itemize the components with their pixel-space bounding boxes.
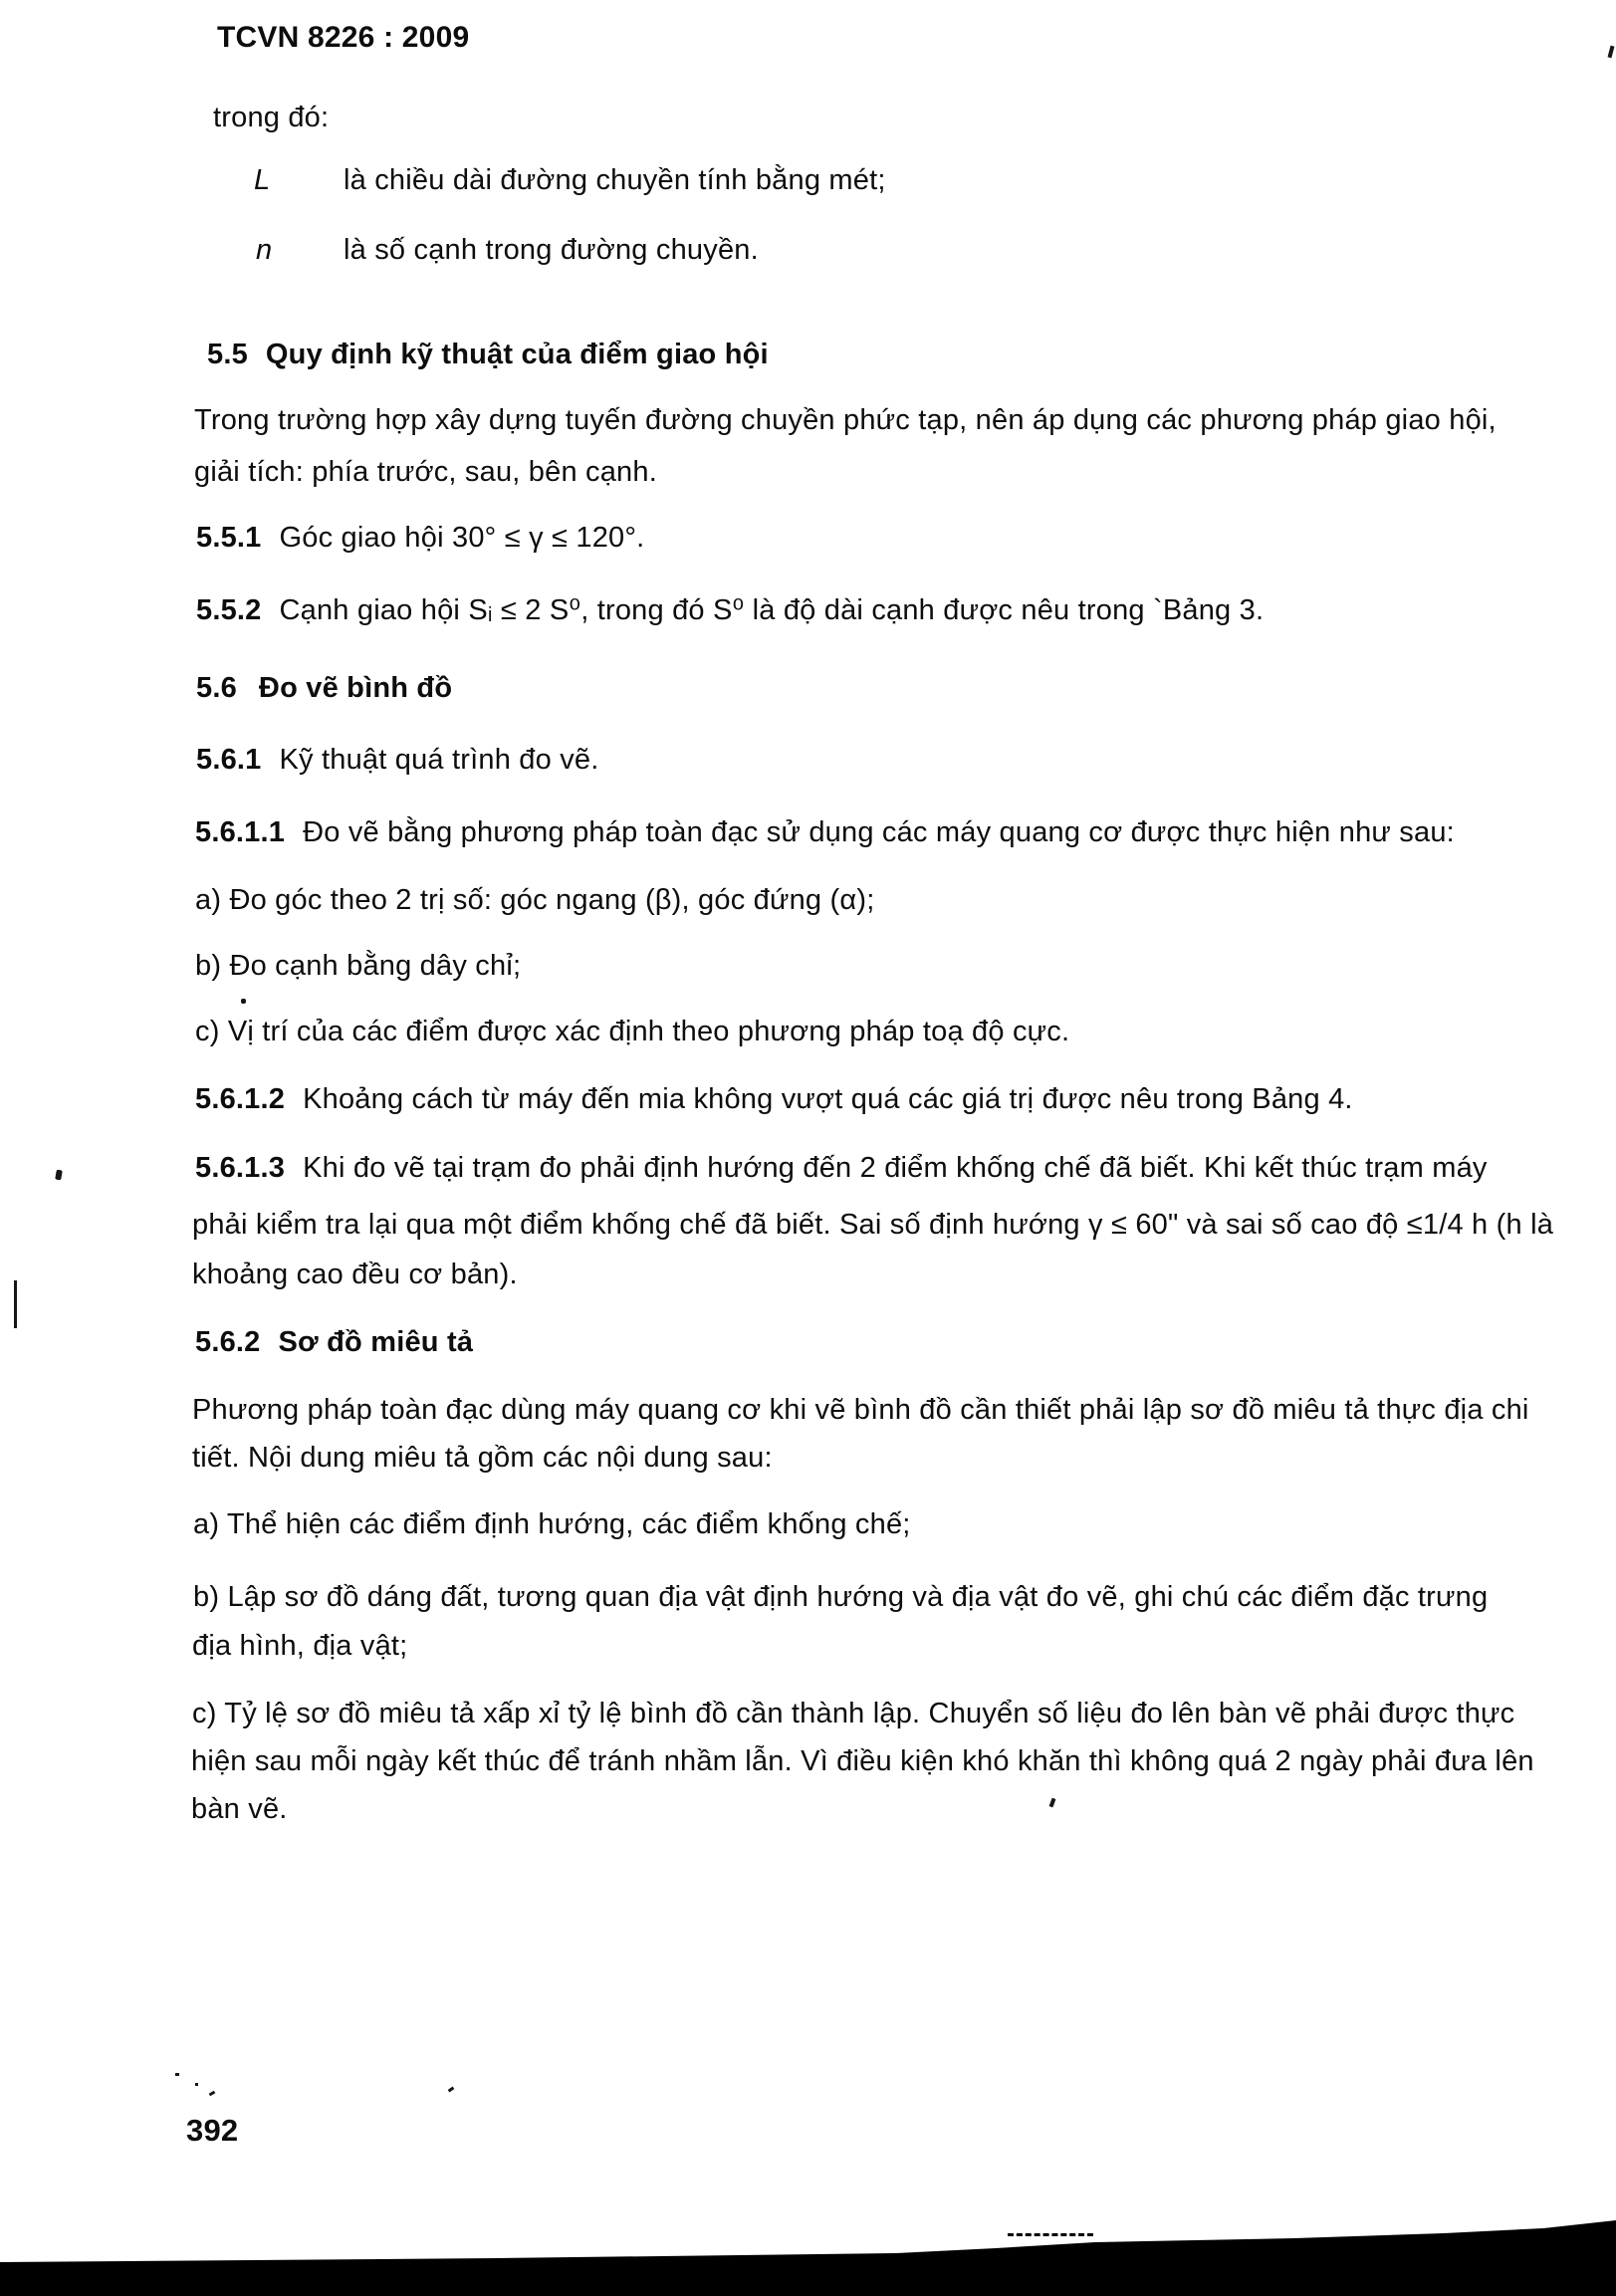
clause-5-6-1-3-number: 5.6.1.3 xyxy=(195,1152,286,1184)
definition-symbol-n: n xyxy=(256,234,273,266)
clause-5-6-1-3-line-3: khoảng cao đều cơ bản). xyxy=(192,1259,518,1290)
page-number: 392 xyxy=(186,2113,239,2148)
list-item-a: a) Đo góc theo 2 trị số: góc ngang (β), góc đứng (α); xyxy=(195,884,875,916)
clause-5-5-1-number: 5.5.1 xyxy=(196,522,262,554)
clause-5-6-1-2 xyxy=(195,1081,1353,1117)
para-5-5-line-1: Trong trường hợp xây dựng tuyến đường chuyền phức tạp, nên áp dụng các phương pháp giao hội, xyxy=(194,404,1497,436)
definition-text-n: là số cạnh trong đường chuyền. xyxy=(344,234,759,266)
para-5-6-2-line-2: tiết. Nội dung miêu tả gồm các nội dung sau: xyxy=(192,1442,773,1474)
desc-item-c-line-2: hiện sau mỗi ngày kết thúc để tránh nhầm lẫn. Vì điều kiện khó khăn thì không quá 2 ngày phải đưa lên xyxy=(191,1745,1534,1777)
scan-artifact-dashed-line xyxy=(1008,2233,1093,2236)
heading-5-6 xyxy=(196,670,452,706)
heading-5-6-2-number: 5.6.2 xyxy=(195,1326,261,1358)
scan-artifact-speck xyxy=(209,2091,216,2097)
clause-5-5-1-text: Góc giao hội 30° ≤ γ ≤ 120°. xyxy=(279,522,645,554)
definition-text-L: là chiều dài đường chuyền tính bằng mét; xyxy=(344,164,886,196)
para-5-5-line-2: giải tích: phía trước, sau, bên cạnh. xyxy=(194,456,657,488)
clause-5-6-1-number: 5.6.1 xyxy=(196,744,262,776)
definition-symbol-L: L xyxy=(254,164,271,196)
heading-5-5-number: 5.5 xyxy=(207,339,248,370)
clause-5-6-1-1 xyxy=(195,814,1455,850)
scan-artifact-speck xyxy=(195,2083,198,2086)
clause-5-5-2 xyxy=(196,592,1264,628)
clause-5-6-1-3-line-2: phải kiểm tra lại qua một điểm khống chế đã biết. Sai số định hướng γ ≤ 60" và sai số cao độ ≤1/4 h (h là xyxy=(192,1209,1554,1241)
clause-5-6-1-2-text: Khoảng cách từ máy đến mia không vượt quá các giá trị được nêu trong Bảng 4. xyxy=(303,1083,1353,1115)
clause-5-6-1-3-text: Khi đo vẽ tại trạm đo phải định hướng đến 2 điểm khống chế đã biết. Khi kết thúc trạm máy xyxy=(303,1152,1488,1184)
clause-5-5-2-text: Cạnh giao hội Sᵢ ≤ 2 S⁰, trong đó S⁰ là độ dài cạnh được nêu trong `Bảng 3. xyxy=(279,594,1265,626)
clause-5-5-1 xyxy=(196,520,644,556)
para-5-6-2-line-1: Phương pháp toàn đạc dùng máy quang cơ khi vẽ bình đồ cần thiết phải lập sơ đồ miêu tả thực địa chi xyxy=(192,1394,1529,1426)
scan-artifact-speck xyxy=(55,1170,63,1181)
heading-5-6-2 xyxy=(195,1324,473,1360)
scan-artifact-speck xyxy=(448,2087,455,2093)
scan-artifact-speck xyxy=(1608,46,1615,59)
list-item-c: c) Vị trí của các điểm được xác định theo phương pháp toạ độ cực. xyxy=(195,1016,1070,1047)
desc-item-a: a) Thể hiện các điểm định hướng, các điểm khống chế; xyxy=(193,1508,911,1540)
clause-5-6-1-text: Kỹ thuật quá trình đo vẽ. xyxy=(279,744,599,776)
scan-artifact-speck xyxy=(1049,1798,1056,1808)
clause-5-6-1-1-number: 5.6.1.1 xyxy=(195,816,286,848)
scan-artifact-speck xyxy=(241,999,246,1004)
heading-5-5 xyxy=(207,337,769,372)
clause-5-6-1 xyxy=(196,742,598,778)
scan-artifact-margin-bar xyxy=(14,1280,17,1328)
scan-bottom-black-band xyxy=(0,2210,1616,2296)
desc-item-b-line-2: địa hình, địa vật; xyxy=(192,1630,408,1662)
list-item-b: b) Đo cạnh bằng dây chỉ; xyxy=(195,950,522,982)
intro-label: trong đó: xyxy=(213,102,330,133)
heading-5-6-2-title: Sơ đồ miêu tả xyxy=(278,1326,474,1358)
clause-5-6-1-3-line-1 xyxy=(195,1150,1488,1186)
desc-item-c-line-3: bàn vẽ. xyxy=(191,1793,288,1825)
doc-header: TCVN 8226 : 2009 xyxy=(217,21,470,54)
heading-5-6-title: Đo vẽ bình đồ xyxy=(258,672,453,704)
clause-5-6-1-2-number: 5.6.1.2 xyxy=(195,1083,286,1115)
desc-item-c-line-1: c) Tỷ lệ sơ đồ miêu tả xấp xỉ tỷ lệ bình đồ cần thành lập. Chuyển số liệu đo lên bàn vẽ phải được thực xyxy=(192,1698,1515,1729)
heading-5-5-title: Quy định kỹ thuật của điểm giao hội xyxy=(265,339,769,370)
clause-5-6-1-1-text: Đo vẽ bằng phương pháp toàn đạc sử dụng các máy quang cơ được thực hiện như sau: xyxy=(303,816,1455,848)
desc-item-b-line-1: b) Lập sơ đồ dáng đất, tương quan địa vật định hướng và địa vật đo vẽ, ghi chú các điểm đặc trưng xyxy=(193,1581,1489,1613)
scan-artifact-speck xyxy=(175,2073,179,2076)
heading-5-6-number: 5.6 xyxy=(196,672,237,704)
clause-5-5-2-number: 5.5.2 xyxy=(196,594,262,626)
